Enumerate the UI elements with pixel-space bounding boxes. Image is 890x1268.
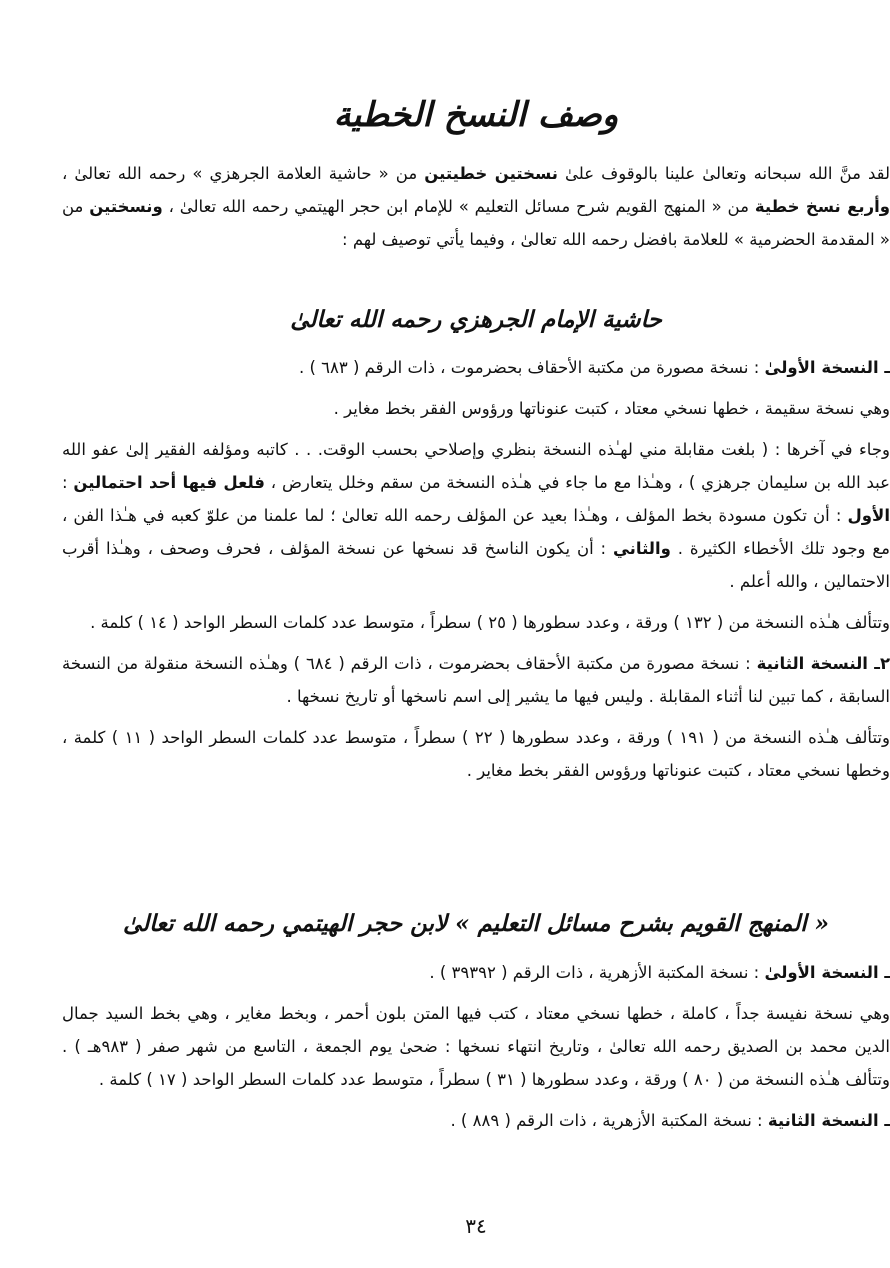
manuscript-1-entry xyxy=(62,351,890,384)
section-heading-manhaj: « المنهج القويم بشرح مسائل التعليم » لابن حجر الهيتمي رحمه الله تعالىٰ xyxy=(122,910,830,937)
manuscript-label: ـ النسخة الأولىٰ xyxy=(764,963,890,982)
colophon-sep: : xyxy=(62,473,74,492)
section-jarhazi-body xyxy=(62,351,890,795)
manuscript-desc: : نسخة مصورة من مكتبة الأحقاف بحضرموت ، ذات الرقم ( ٦٨٤ ) وهـٰذه النسخة منقولة من النسخة السابقة ، كما تبين لنا أثناء المقابلة . وليس فيها ما يشير إلى اسم ناسخها أو تاريخ نسخها . xyxy=(62,654,890,706)
colophon-bold-1: فلعل فيها أحد احتمالين xyxy=(73,473,265,492)
manhaj-manuscript-1-details: وهي نسخة نفيسة جداً ، كاملة ، خطها نسخي معتاد ، كتب فيها المتن بلون أحمر ، وبخط مغاير ، وهي بخط السيد جمال الدين محمد بن الصديق رحمه الله تعالىٰ ، وتاريخ انتهاء نسخها : ضحىٰ يوم الجمعة ، التاسع من شهر صفر ( ٩٨٣هـ ) . وتتألف هـٰذه النسخة من ( ٨٠ ) ورقة ، وعدد سطورها ( ٣١ ) سطراً ، متوسط عدد كلمات السطر الواحد ( ١٧ ) كلمة . xyxy=(62,1004,890,1089)
colophon-text: وجاء في آخرها : ( بلغت مقابلة مني لهـٰذه النسخة بنظري وإصلاحي بحسب الوقت. . . كاتبه ومؤلفه الفقير إلىٰ عفو الله عبد الله بن سليمان جرهزي ) ، وهـٰذا مع ما جاء في هـٰذه النسخة من سقم وخلل يتعارض ، xyxy=(62,440,890,492)
colophon-text-3: : أن يكون الناسخ قد نسخها عن نسخة المؤلف ، فحرف وصحف ، وهـٰذا أقرب الاحتمالين ، والله أعلم . xyxy=(62,539,890,591)
intro-text-2: من « حاشية العلامة الجرهزي » رحمه الله تعالىٰ ، xyxy=(62,164,425,183)
manuscript-2-entry xyxy=(62,647,890,713)
intro-text-1: لقد منَّ الله سبحانه وتعالىٰ علينا بالوقوف علىٰ xyxy=(558,164,890,183)
colophon-bold-3: والثاني xyxy=(612,539,671,558)
intro-text-3: من « المنهج القويم شرح مسائل التعليم » للإمام ابن حجر الهيتمي رحمه الله تعالىٰ ، xyxy=(162,197,755,216)
manuscript-label: ـ النسخة الثانية xyxy=(767,1111,890,1130)
intro-paragraph xyxy=(62,157,890,256)
intro-bold-3: ونسختين xyxy=(89,197,163,216)
manuscript-label: ٢ـ النسخة الثانية xyxy=(756,654,890,673)
manuscript-2-stats: وتتألف هـٰذه النسخة من ( ١٩١ ) ورقة ، وعدد سطورها ( ٢٢ ) سطراً ، متوسط عدد كلمات السطر الواحد ( ١١ ) كلمة ، وخطها نسخي معتاد ، كتبت عنوناتها ورؤوس الفقر بخط مغاير . xyxy=(62,728,890,780)
manuscript-desc: : نسخة مصورة من مكتبة الأحقاف بحضرموت ، ذات الرقم ( ٦٨٣ ) . xyxy=(298,358,765,377)
manuscript-desc: : نسخة المكتبة الأزهرية ، ذات الرقم ( ٣٩٣٩٢ ) . xyxy=(429,963,765,982)
manuscript-1-stats: وتتألف هـٰذه النسخة من ( ١٣٢ ) ورقة ، وعدد سطورها ( ٢٥ ) سطراً ، متوسط عدد كلمات السطر الواحد ( ١٤ ) كلمة . xyxy=(90,613,890,632)
page-number: ٣٤ xyxy=(465,1214,487,1238)
intro-bold-2: وأربع نسخ خطية xyxy=(754,197,890,216)
section-heading-jarhazi: حاشية الإمام الجرهزي رحمه الله تعالىٰ xyxy=(290,306,662,333)
manhaj-manuscript-2-entry xyxy=(62,1104,890,1137)
manuscript-1-colophon xyxy=(62,433,890,598)
intro-text-4: من « المقدمة الحضرمية » للعلامة بافضل رحمه الله تعالىٰ ، وفيما يأتي توصيف لهم : xyxy=(62,197,890,249)
colophon-bold-2: الأول xyxy=(847,506,890,525)
manuscript-label: ـ النسخة الأولىٰ xyxy=(764,358,890,377)
manuscript-desc: : نسخة المكتبة الأزهرية ، ذات الرقم ( ٨٨٩ ) . xyxy=(450,1111,768,1130)
intro-bold-1: نسختين خطيتين xyxy=(424,164,559,183)
document-page xyxy=(62,0,890,1268)
section-manhaj-body xyxy=(62,956,890,1145)
page-title: وصف النسخ الخطية xyxy=(333,95,619,135)
colophon-text-2: : أن تكون مسودة بخط المؤلف ، وهـٰذا بعيد عن المؤلف رحمه الله تعالىٰ ؛ لما علمنا من علوّ كعبه في هـٰذا الفن ، مع وجود تلك الأخطاء الكثيرة . xyxy=(62,506,890,558)
manuscript-1-condition: وهي نسخة سقيمة ، خطها نسخي معتاد ، كتبت عنوناتها ورؤوس الفقر بخط مغاير . xyxy=(333,399,890,418)
manhaj-manuscript-1-entry xyxy=(62,956,890,989)
